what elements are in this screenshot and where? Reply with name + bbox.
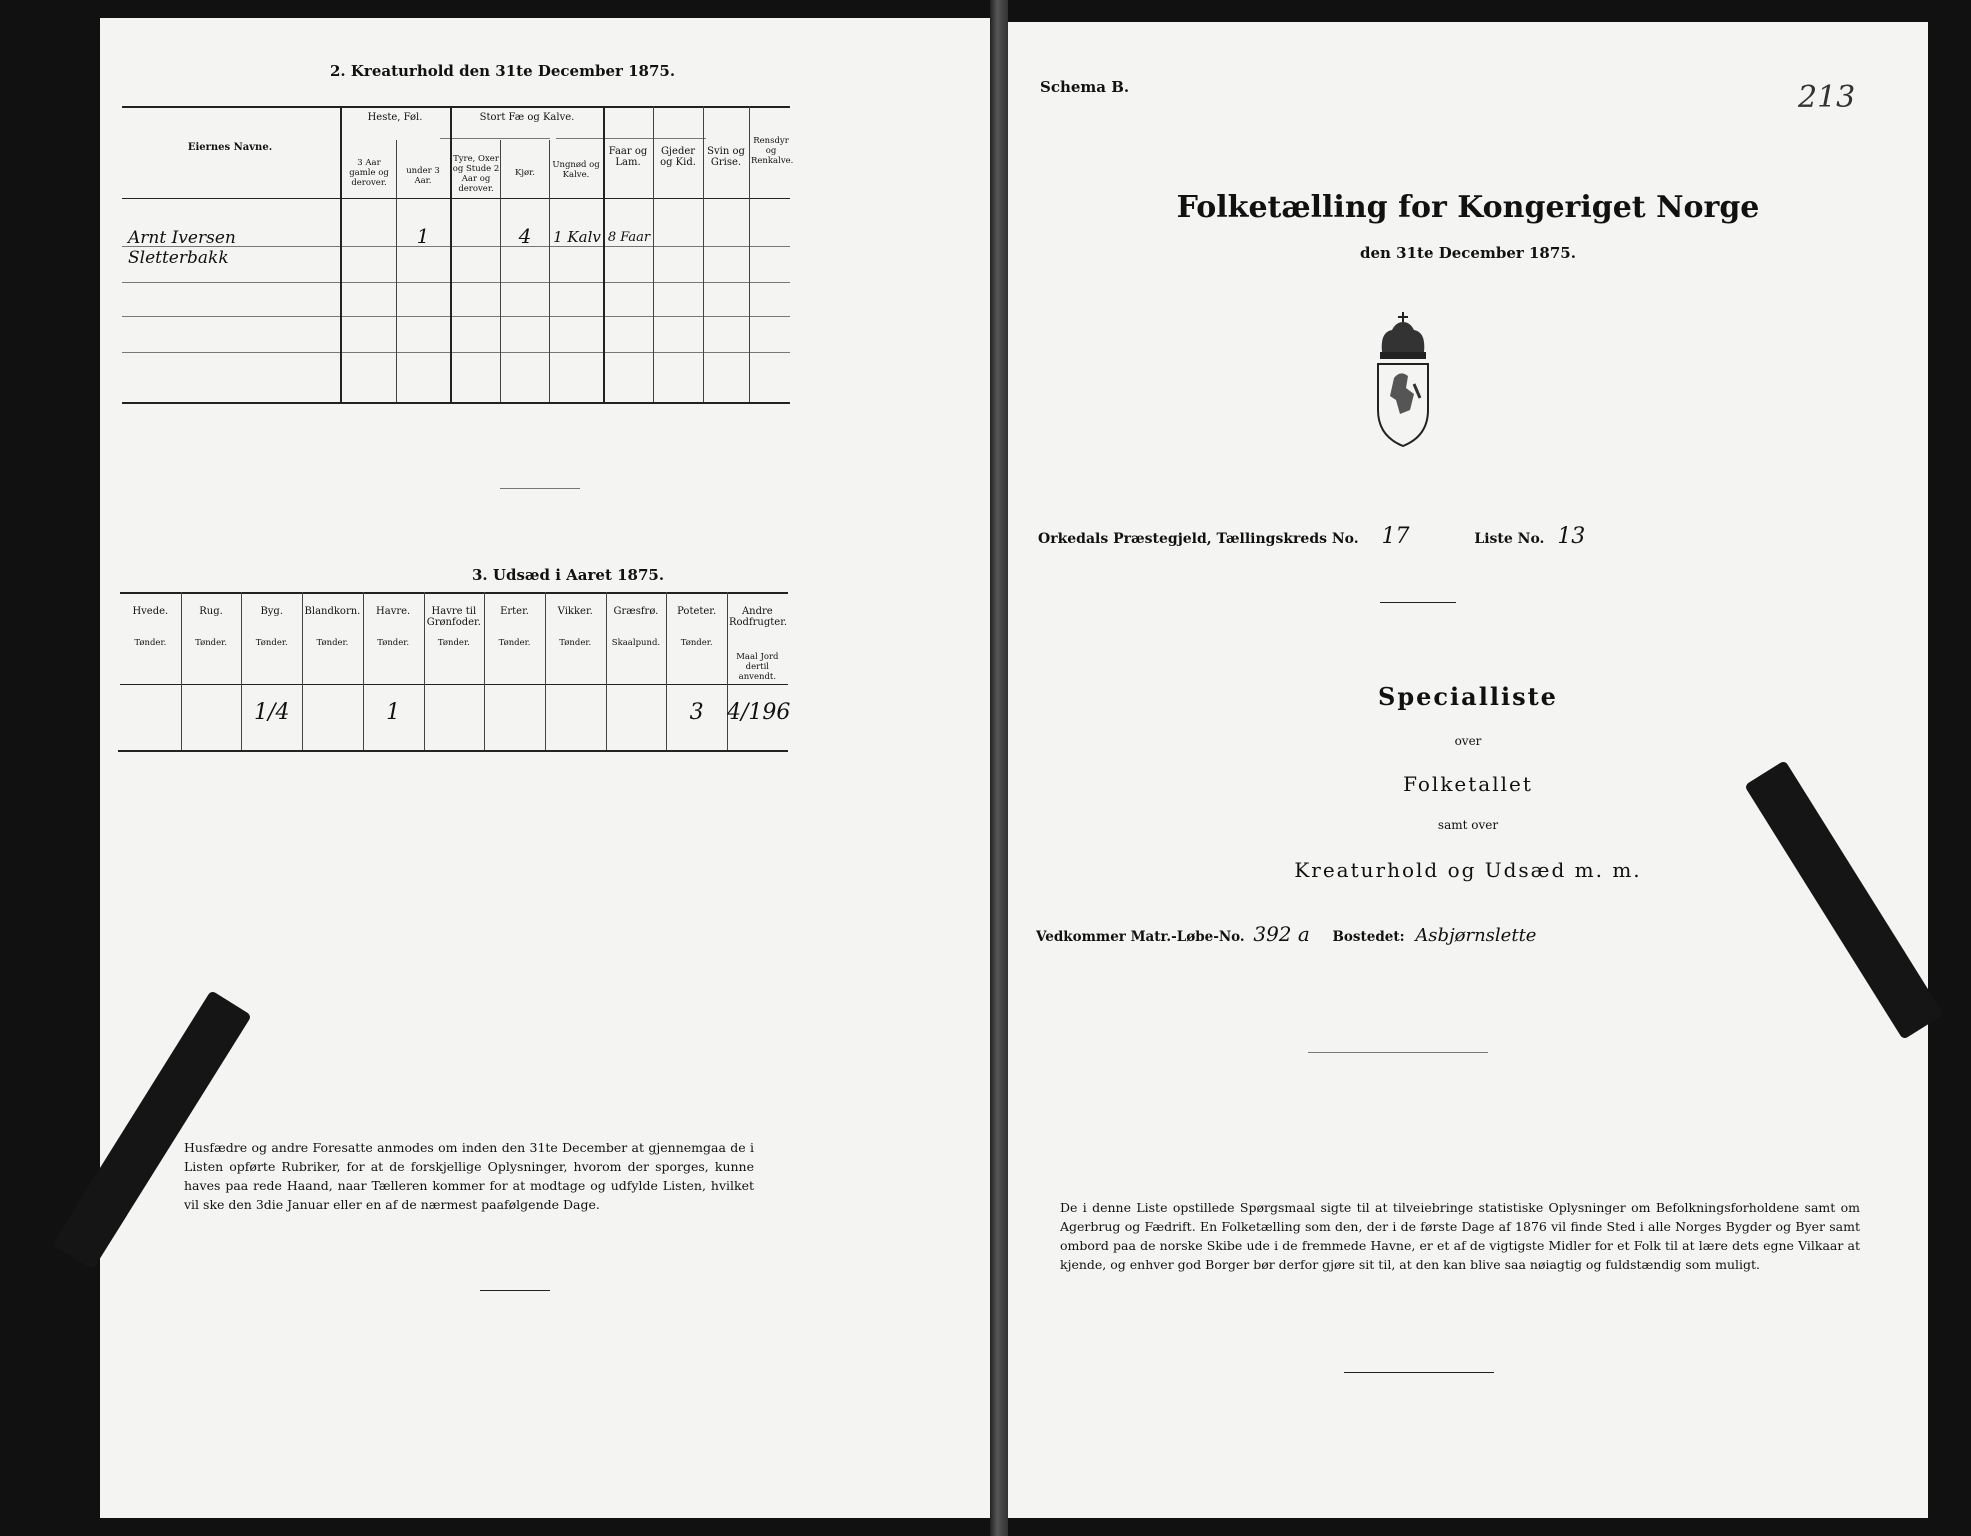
sub-tyre-header: Tyre, Oxer og Stude 2 Aar og derover. <box>452 154 500 194</box>
crops-col-divider <box>302 592 303 750</box>
section3-title: 3. Udsæd i Aaret 1875. <box>472 566 665 584</box>
table-bottom-rule <box>122 402 790 404</box>
matr-value: 392 a <box>1253 922 1310 946</box>
crop-unit: Tønder. <box>680 638 713 648</box>
crops-col-divider <box>606 592 607 750</box>
crop-name: Rug. <box>199 606 223 617</box>
crop-value: 3 <box>689 700 704 725</box>
left-page <box>100 18 990 1518</box>
kjor-cell: 4 <box>518 224 532 248</box>
crop-value: 1 <box>386 700 401 725</box>
bottom-dash <box>480 1290 550 1291</box>
group-heste-header: Heste, Føl. <box>367 112 423 123</box>
crop-name: Græsfrø. <box>613 606 659 617</box>
crop-name: Hvede. <box>132 606 169 617</box>
table-col-divider <box>749 106 750 402</box>
table-row-line <box>122 316 790 317</box>
crop-unit: Tønder. <box>195 638 227 648</box>
bosted-value: Asbjørnslette <box>1415 925 1537 946</box>
separator-dash <box>1308 1052 1488 1053</box>
matrikkel-line <box>1036 922 1906 946</box>
crop-unit: Maal Jord dertil anvendt. <box>736 652 779 682</box>
crops-col-divider <box>241 592 242 750</box>
crop-unit: Tønder. <box>255 638 288 648</box>
table-col-divider <box>396 140 397 402</box>
location-line <box>1038 524 1898 549</box>
kreaturhold-heading: Kreaturhold og Udsæd m. m. <box>1294 858 1642 882</box>
crops-col-divider <box>484 592 485 750</box>
table-col-divider <box>500 140 501 402</box>
crop-name: Poteter. <box>677 606 717 617</box>
table-header-rule <box>122 198 790 199</box>
crop-name: Byg. <box>260 606 284 617</box>
faar-cell: 8 Faar <box>607 230 651 245</box>
kreds-label: Tællingskreds No. <box>1216 531 1359 547</box>
crops-bottom-rule <box>118 750 788 752</box>
book-spine <box>990 0 1008 1536</box>
sub-ungnod-header: Ungnød og Kalve. <box>552 160 600 180</box>
page-number: 213 <box>1798 80 1856 115</box>
sub-kjor-header: Kjør. <box>515 168 535 178</box>
crop-name: Erter. <box>500 606 529 617</box>
crop-unit: Tønder. <box>134 638 167 648</box>
heste-under3-cell: 1 <box>416 224 430 248</box>
over-text: over <box>1454 734 1482 748</box>
owner-name-cell: Arnt Iversen Sletterbakk <box>128 228 236 268</box>
col-faar-header: Faar og Lam. <box>608 146 648 168</box>
table-col-divider <box>703 106 704 402</box>
crops-header-rule <box>120 684 788 685</box>
separator-dash <box>500 488 580 489</box>
folketallet-heading: Folketallet <box>1403 772 1533 796</box>
crop-value: 4/196 <box>727 700 791 725</box>
crops-col-divider <box>545 592 546 750</box>
norway-coat-of-arms-icon <box>1370 310 1436 448</box>
group-rule-stort <box>556 138 706 139</box>
schema-label: Schema B. <box>1040 78 1130 96</box>
table-col-divider <box>653 106 654 402</box>
crops-col-divider <box>363 592 364 750</box>
crop-unit: Tønder. <box>316 638 349 648</box>
col-rensdyr-header: Rensdyr og Renkalve. <box>751 136 794 166</box>
crops-col-divider <box>181 592 182 750</box>
crop-unit: Tønder. <box>498 638 531 648</box>
group-rule-heste <box>440 138 550 139</box>
crops-col-divider <box>666 592 667 750</box>
crop-name: Andre Rodfrugter. <box>729 606 788 628</box>
table-row-line <box>122 352 790 353</box>
crop-name: Havre. <box>376 606 411 617</box>
col-owner-header: Eiernes Navne. <box>187 142 273 153</box>
table-row-line <box>122 282 790 283</box>
crops-top-rule <box>120 592 788 594</box>
kreds-value: 17 <box>1381 524 1410 549</box>
crop-unit: Tønder. <box>437 638 470 648</box>
notice-text: Husfædre og andre Foresatte anmodes om inden den 31te December at gjennemgaa de i Listen opførte Rubriker, for at de forskjellige Oplysninger, hvorom der sporges, kunne haves paa rede Haand, naar Tælleren kommer for at modtage og udfylde Listen, hvilket vil ske den 3die Januar eller en af de nærmest paafølgende Dage. <box>184 1140 754 1212</box>
section2-title: 2. Kreaturhold den 31te December 1875. <box>330 62 676 80</box>
sub-under3-header: under 3 Aar. <box>406 166 440 186</box>
crop-unit: Tønder. <box>559 638 592 648</box>
samt-over-text: samt over <box>1437 818 1499 832</box>
separator-dash <box>1380 602 1456 603</box>
table-top-rule <box>122 106 790 108</box>
table-col-divider <box>549 140 550 402</box>
crop-value: 1/4 <box>254 700 290 725</box>
group-stort-header: Stort Fæ og Kalve. <box>479 112 575 123</box>
col-svin-header: Svin og Grise. <box>707 146 745 168</box>
crop-name: Vikker. <box>557 606 593 617</box>
crops-col-divider <box>727 592 728 750</box>
crop-unit: Tønder. <box>377 638 410 648</box>
ungnod-cell: 1 Kalv <box>553 228 601 246</box>
liste-value: 13 <box>1557 524 1586 549</box>
crop-unit: Skaalpund. <box>611 638 661 648</box>
liste-label: Liste No. <box>1474 531 1545 547</box>
form-date: den 31te December 1875. <box>1360 244 1576 262</box>
specialliste-heading: Specialliste <box>1378 682 1558 711</box>
matr-label: Vedkommer Matr.-Løbe-No. <box>1036 929 1245 945</box>
col-gjeder-header: Gjeder og Kid. <box>660 146 696 168</box>
footer-text: De i denne Liste opstillede Spørgsmaal sigte til at tilveiebringe statistiske Oplysninger om Befolkningsforholdene samt om Agerbrug og Fædrift. En Folketælling som den, der i de første Dage af 1876 vil finde Sted i alle Norges Bygder og Byer samt ombord paa de norske Skibe ude i de fremmede Havne, er et af de vigtigste Midler for et Folk til at lære dets egne Vilkaar at kjende, og enhver god Borger bør derfor gjøre sit til, at den kan blive saa nøiagtig og fuldstændig som muligt. <box>1060 1200 1860 1272</box>
sub-3aar-header: 3 Aar gamle og derover. <box>349 158 389 188</box>
bosted-label: Bostedet: <box>1332 929 1405 945</box>
form-title: Folketælling for Kongeriget Norge <box>1176 190 1760 225</box>
bottom-rule <box>1344 1372 1494 1373</box>
crop-name: Havre til Grønfoder. <box>426 606 481 628</box>
prestegjeld-label: Orkedals Præstegjeld, <box>1038 531 1212 547</box>
crop-name: Blandkorn. <box>304 606 361 617</box>
table-col-divider <box>450 106 452 402</box>
crops-col-divider <box>424 592 425 750</box>
table-col-divider <box>340 106 342 402</box>
